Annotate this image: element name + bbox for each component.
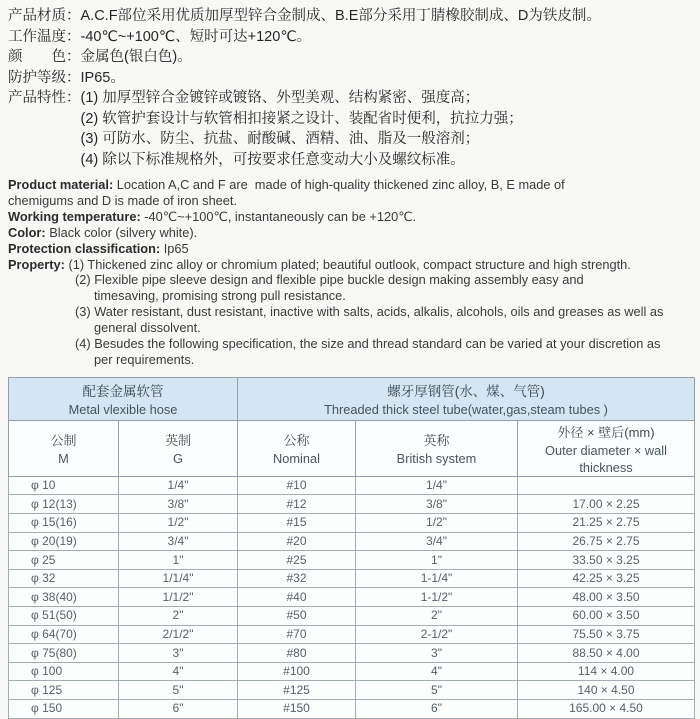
- table-cell: φ 75(80): [9, 644, 119, 663]
- column-header-diameter-cn: 外径 × 壁后(mm): [557, 424, 655, 440]
- table-cell: 3/4": [356, 532, 518, 551]
- chinese-spec-block: [8, 6, 693, 170]
- table-cell: 1/2": [356, 514, 518, 533]
- table-cell: 140 × 4.50: [518, 681, 695, 700]
- table-cell: φ 64(70): [9, 625, 119, 644]
- table-cell: #25: [238, 551, 356, 570]
- table-cell: φ 100: [9, 662, 119, 681]
- group-header-tube-en: Threaded thick steel tube(water,gas,steam tubes ): [324, 401, 608, 417]
- table-cell: 1-1/4": [356, 569, 518, 588]
- table-cell: 4": [119, 662, 238, 681]
- en-spec-label: Property:: [8, 256, 65, 272]
- table-cell: #125: [238, 681, 356, 700]
- feature-line-1: (1) 加厚型锌合金镀锌或镀铬、外型美观、结构紧密、强度高；: [80, 90, 480, 106]
- table-cell: φ 38(40): [9, 588, 119, 607]
- table-cell: 1/1/4": [119, 569, 238, 588]
- en-spec-line: [8, 193, 693, 209]
- spec-line-protection: [8, 68, 693, 89]
- table-cell: 6": [356, 700, 518, 719]
- spec-line-material: [8, 6, 693, 27]
- table-cell: φ 15(16): [9, 514, 119, 533]
- table-column-header-row: [9, 420, 695, 476]
- table-cell: 2/1/2": [119, 625, 238, 644]
- en-spec-line: [8, 304, 693, 320]
- spec-line-color: [8, 47, 693, 68]
- en-spec-text: per requirements.: [94, 351, 195, 367]
- en-spec-text: (2) Flexible pipe sleeve design and flexible pipe buckle design making assembly easy and: [75, 272, 584, 288]
- table-cell: 2": [356, 607, 518, 626]
- spec-text-color: 金属色(银白色)。: [80, 49, 192, 65]
- column-header-diameter: [518, 420, 695, 476]
- en-spec-line: [8, 225, 693, 241]
- table-cell: #100: [238, 662, 356, 681]
- table-cell: 6": [119, 700, 238, 719]
- table-cell: 1": [356, 551, 518, 570]
- en-spec-label: Protection classification:: [8, 240, 161, 256]
- en-spec-text: Ip65: [160, 240, 189, 256]
- column-header-diameter-en: Outer diameter × wall thickness: [545, 442, 667, 475]
- table-cell: 5": [356, 681, 518, 700]
- table-cell: 2": [119, 607, 238, 626]
- column-header-metric-en: M: [58, 451, 69, 467]
- spec-label-color: 颜 色：: [8, 49, 81, 65]
- table-cell: #32: [238, 569, 356, 588]
- table-cell: 114 × 4.00: [518, 662, 695, 681]
- feature-line-2: (2) 软管护套设计与软管相扣接紧之设计、装配省时便利，抗拉力强；: [80, 110, 523, 127]
- column-header-metric: [9, 420, 119, 476]
- table-row: [9, 588, 695, 607]
- table-cell: #80: [238, 644, 356, 663]
- column-header-imperial-cn: 英制: [164, 433, 191, 449]
- table-row: [9, 625, 695, 644]
- column-header-imperial-en: G: [173, 451, 183, 467]
- en-spec-text: Black color (silvery white).: [45, 224, 198, 240]
- table-cell: φ 150: [9, 700, 119, 719]
- spec-label-temperature: 工作温度：: [8, 28, 81, 45]
- spec-text-protection: IP65。: [80, 69, 125, 86]
- en-spec-line: [8, 320, 693, 336]
- table-row: [9, 514, 695, 533]
- table-cell: 88.50 × 4.00: [518, 644, 695, 663]
- spec-table: [8, 377, 695, 719]
- table-cell: 21.25 × 2.75: [518, 514, 695, 533]
- en-spec-text: Location A,C and F are made of high-quality thickened zinc alloy, B, E made of: [113, 177, 565, 192]
- column-header-nominal: [238, 420, 356, 476]
- table-row: [9, 532, 695, 551]
- table-cell: #50: [238, 607, 356, 626]
- en-spec-line: [8, 257, 693, 273]
- table-cell: φ 51(50): [9, 607, 119, 626]
- spec-line-features: [8, 88, 693, 170]
- en-spec-text: (3) Water resistant, dust resistant, inactive with salts, acids, alkalis, alcohols, oils and greases as well as: [75, 304, 664, 320]
- feature-line-4: (4) 除以下标准规格外，可按要求任意变动大小及螺纹标准。: [80, 151, 465, 168]
- en-spec-line: [8, 352, 693, 368]
- table-cell: 3": [356, 644, 518, 663]
- table-cell: 42.25 × 3.25: [518, 569, 695, 588]
- table-cell: 1/4": [356, 476, 518, 495]
- feature-line-3: (3) 可防水、防尘、抗盐、耐酸碱、酒精、油、脂及一般溶剂；: [80, 131, 480, 147]
- table-cell: #20: [238, 532, 356, 551]
- en-spec-text: timesaving, promising strong pull resistance.: [94, 288, 346, 304]
- table-row: [9, 662, 695, 681]
- table-cell: #10: [238, 476, 356, 495]
- column-header-british-en: British system: [396, 451, 477, 467]
- table-row: [9, 644, 695, 663]
- table-row: [9, 569, 695, 588]
- en-spec-line: [8, 209, 693, 225]
- table-row: [9, 700, 695, 719]
- table-cell: 33.50 × 3.25: [518, 551, 695, 570]
- column-header-british-cn: 英称: [423, 433, 450, 449]
- column-header-nominal-en: Nominal: [273, 451, 320, 467]
- table-cell: 4": [356, 662, 518, 681]
- en-spec-text: chemigums and D is made of iron sheet.: [8, 192, 238, 208]
- en-spec-text: general dissolvent.: [94, 320, 201, 336]
- table-cell: φ 32: [9, 569, 119, 588]
- spec-label-features: 产品特性：: [8, 90, 81, 106]
- table-cell: 1/1/2": [119, 588, 238, 607]
- table-row: [9, 681, 695, 700]
- table-row: [9, 476, 695, 495]
- en-spec-line: [8, 272, 693, 288]
- spec-text-material: A.C.F部位采用优质加厚型锌合金制成、B.E部分采用丁腈橡胶制成、D为铁皮制。: [80, 8, 601, 24]
- column-header-british: [356, 420, 518, 476]
- table-cell: 26.75 × 2.75: [518, 532, 695, 551]
- en-spec-text: (4) Besudes the following specification, the size and thread standard can be varied at your discretion as: [75, 336, 661, 352]
- group-header-tube-cn: 螺牙厚钢管(水、煤、气管): [387, 383, 545, 399]
- table-cell: 165.00 × 4.50: [518, 700, 695, 719]
- table-cell: 1-1/2": [356, 588, 518, 607]
- table-group-header-row: [9, 377, 695, 420]
- table-cell: 3": [119, 644, 238, 663]
- table-cell: φ 10: [9, 476, 119, 495]
- table-row: [9, 495, 695, 514]
- table-cell: 1/2": [119, 514, 238, 533]
- table-cell: φ 20(19): [9, 532, 119, 551]
- table-cell: 60.00 × 3.50: [518, 607, 695, 626]
- spec-table-body: [9, 476, 695, 718]
- spec-text-temperature: -40℃~+100℃、短时可达+120℃。: [80, 28, 312, 45]
- spec-feature-lines: [81, 88, 523, 170]
- table-cell: [518, 476, 695, 495]
- en-spec-line: [8, 241, 693, 257]
- table-cell: #15: [238, 514, 356, 533]
- table-cell: 1/4": [119, 476, 238, 495]
- spec-label-material: 产品材质：: [8, 8, 81, 24]
- table-cell: 3/4": [119, 532, 238, 551]
- column-header-metric-cn: 公制: [50, 433, 77, 449]
- en-spec-line: [8, 288, 693, 304]
- table-cell: φ 12(13): [9, 495, 119, 514]
- table-cell: #12: [238, 495, 356, 514]
- en-spec-text: -40℃~+100℃, instantaneously can be +120℃.: [140, 208, 417, 224]
- en-spec-label: Color:: [8, 224, 46, 240]
- table-cell: φ 25: [9, 551, 119, 570]
- english-spec-block: [8, 177, 693, 368]
- table-row: [9, 551, 695, 570]
- table-cell: 5": [119, 681, 238, 700]
- table-cell: 17.00 × 2.25: [518, 495, 695, 514]
- table-cell: φ 125: [9, 681, 119, 700]
- table-cell: #150: [238, 700, 356, 719]
- en-spec-line: [8, 177, 693, 193]
- en-spec-line: [8, 336, 693, 352]
- spec-label-protection: 防护等级：: [8, 69, 81, 86]
- table-cell: 3/8": [119, 495, 238, 514]
- group-header-hose-cn: 配套金属软管: [82, 383, 164, 399]
- group-header-hose-en: Metal vlexible hose: [68, 401, 178, 417]
- column-header-imperial: [119, 420, 238, 476]
- table-group-header-tube: [238, 377, 695, 420]
- column-header-nominal-cn: 公称: [283, 433, 310, 449]
- en-spec-text: (1) Thickened zinc alloy or chromium plated; beautiful outlook, compact structure and high strength.: [64, 256, 631, 272]
- table-group-header-hose: [9, 377, 238, 420]
- table-cell: 2-1/2": [356, 625, 518, 644]
- table-cell: 75.50 × 3.75: [518, 625, 695, 644]
- table-row: [9, 607, 695, 626]
- table-cell: #40: [238, 588, 356, 607]
- table-cell: #70: [238, 625, 356, 644]
- table-cell: 48.00 × 3.50: [518, 588, 695, 607]
- spec-line-temperature: [8, 27, 693, 48]
- table-cell: 1": [119, 551, 238, 570]
- en-spec-label: Working temperature:: [8, 208, 141, 224]
- en-spec-label: Product material:: [8, 177, 114, 192]
- table-cell: 3/8": [356, 495, 518, 514]
